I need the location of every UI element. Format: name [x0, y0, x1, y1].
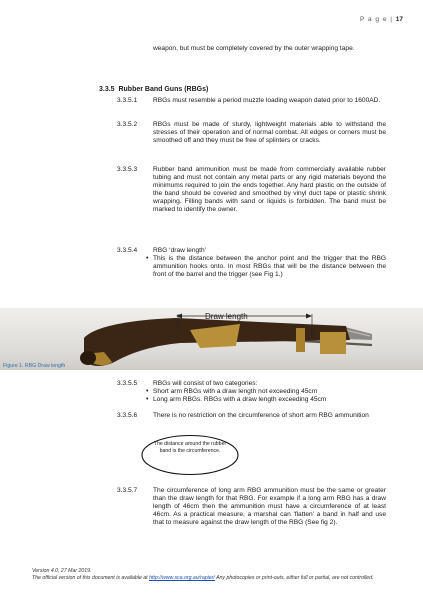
- page-number: P a g e | 17: [359, 16, 403, 23]
- clause-number: 3.3.5.6: [117, 412, 138, 419]
- clause-text: RBGs must resemble a period muzzle loading weapon dated prior to 1600AD.: [153, 97, 381, 104]
- footer-notice: The official version of this document is available at http://www.sca.org.au/rapier/ Any photocopies or print-outs, either full or partial, are not controlled.: [32, 575, 374, 582]
- bullet-icon: •: [146, 255, 149, 262]
- clause-number: 3.3.5.3: [117, 166, 138, 173]
- bullet-icon: •: [146, 396, 149, 403]
- draw-length-label: Draw length: [205, 312, 248, 321]
- intro-text: weapon, but must be completely covered by the outer wrapping tape.: [153, 45, 355, 52]
- figure-caption: Figure 1. RBG Draw length: [3, 363, 66, 369]
- clause-number: 3.3.5.7: [117, 487, 138, 494]
- clause-text: RBGs must be made of sturdy, lightweight materials able to withstand the stresses of their operation and of normal combat. All edges or corners must be smoothed off and they must be free of splinters or cracks.: [153, 121, 386, 145]
- clause-text: Rubber band ammunition must be made from commercially available rubber tubing and must not contain any metal parts or any rigid materials beyond the minimums required to join the ends together. Any hard plastic on the outside of the band should be covered and smoothed by vinyl duct tape or plastic shrink wrapping. Filling bands with sand or liquids is forbidden. The band must be marked to identify the owner.: [153, 166, 386, 214]
- footer-version: Version 4.0, 27 Mar 2019.: [32, 568, 92, 574]
- clause-number: 3.3.5.2: [117, 121, 138, 128]
- clause-text: There is no restriction on the circumference of short arm RBG ammunition: [153, 412, 369, 419]
- category-long-arm: Long arm RBGs. RBGs with a draw length exceeding 45cm: [153, 396, 327, 403]
- clause-text: RBG ‘draw length’: [153, 247, 207, 254]
- clause-text: RBGs will consist of two categories:: [153, 380, 258, 387]
- circumference-note: The distance around the rubber band is the circumference.: [153, 441, 227, 455]
- clause-text: The circumference of long arm RBG ammunition must be the same or greater than the draw length for that RBG. For example if a long arm RBG has a draw length of 46cm then the ammunition must have a circumference of at least 46cm. As a practical measure, a marshal can 'flatten' a band in half and use that to measure against the draw length of the RBG (See fig 2).: [153, 487, 386, 527]
- clause-number: 3.3.5.1: [117, 97, 138, 104]
- draw-length-definition: This is the distance between the anchor point and the trigger that the RBG ammunition hooks onto. In most RBGs that will be the distance between the front of the barrel and the trigger (see Fig 1.): [153, 255, 386, 279]
- footer: [32, 568, 397, 582]
- section-heading: 3.3.5 Rubber Band Guns (RBGs): [99, 86, 209, 93]
- clause-number: 3.3.5.4: [117, 247, 138, 254]
- bullet-icon: •: [146, 388, 149, 395]
- official-link[interactable]: http://www.sca.org.au/rapier/: [149, 575, 215, 582]
- category-short-arm: Short arm RBGs with a draw length not exceeding 45cm: [153, 388, 318, 395]
- clause-number: 3.3.5.5: [117, 380, 138, 387]
